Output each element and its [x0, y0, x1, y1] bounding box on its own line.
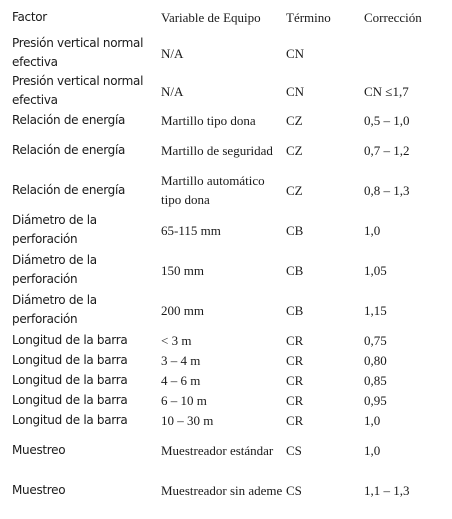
- cell-factor: Longitud de la barra: [12, 412, 128, 427]
- cell-correction: 0,85: [364, 372, 387, 388]
- cell-variable: < 3 m: [161, 332, 192, 348]
- cell-term: CR: [286, 392, 304, 408]
- cell-correction: 0,80: [364, 352, 387, 368]
- cell-factor: Diámetro de la perforación: [12, 293, 97, 326]
- cell-variable: 4 – 6 m: [161, 372, 201, 388]
- cell-term: CZ: [286, 182, 303, 198]
- cell-term: CR: [286, 412, 304, 428]
- cell-correction: 0,95: [364, 392, 387, 408]
- cell-correction: 1,15: [364, 302, 387, 318]
- cell-correction: 1,0: [364, 412, 381, 428]
- header-factor: Factor: [12, 9, 47, 24]
- cell-variable: 10 – 30 m: [161, 412, 214, 428]
- table-row: [0, 170, 452, 210]
- cell-factor: Relación de energía: [12, 142, 126, 157]
- cell-term: CR: [286, 332, 304, 348]
- cell-correction: 1,0: [364, 222, 381, 238]
- cell-factor: Longitud de la barra: [12, 392, 128, 407]
- table-row: [0, 350, 452, 370]
- table-row: [0, 210, 452, 250]
- cell-term: CN: [286, 45, 305, 61]
- cell-factor: Longitud de la barra: [12, 372, 128, 387]
- table-row: [0, 430, 452, 470]
- cell-correction: CN ≤1,7: [364, 83, 409, 99]
- cell-correction: 0,75: [364, 332, 387, 348]
- cell-term: CB: [286, 222, 304, 238]
- cell-term: CZ: [286, 142, 303, 158]
- cell-term: CS: [286, 442, 302, 458]
- cell-factor: Relación de energía: [12, 112, 126, 127]
- table-row: [0, 330, 452, 350]
- cell-factor: Longitud de la barra: [12, 332, 128, 347]
- cell-factor: Muestreo: [12, 442, 66, 457]
- cell-term: CB: [286, 262, 304, 278]
- table-row: [0, 72, 452, 110]
- cell-term: CZ: [286, 112, 303, 128]
- cell-term: CN: [286, 83, 305, 99]
- cell-variable: Martillo tipo dona: [161, 112, 256, 128]
- table-row: [0, 290, 452, 330]
- table-row: [0, 390, 452, 410]
- header-term: Término: [286, 9, 331, 25]
- table-row: [0, 250, 452, 290]
- cell-variable: N/A: [161, 45, 184, 61]
- cell-correction: 0,8 – 1,3: [364, 182, 410, 198]
- cell-factor: Relación de energía: [12, 182, 126, 197]
- cell-factor: Longitud de la barra: [12, 352, 128, 367]
- cell-factor: Presión vertical normal efectiva: [12, 74, 144, 107]
- cell-variable: 150 mm: [161, 262, 204, 278]
- cell-term: CR: [286, 372, 304, 388]
- table-row: [0, 410, 452, 430]
- table-row: [0, 110, 452, 130]
- header-row: [0, 0, 452, 34]
- cell-term: CR: [286, 352, 304, 368]
- cell-variable: 3 – 4 m: [161, 352, 201, 368]
- cell-correction: 1,1 – 1,3: [364, 482, 410, 498]
- table-row: [0, 370, 452, 390]
- cell-correction: 1,0: [364, 442, 381, 458]
- cell-variable: Martillo de seguridad: [161, 142, 273, 158]
- cell-term: CB: [286, 302, 304, 318]
- table-row: [0, 470, 452, 510]
- table-row: [0, 34, 452, 72]
- cell-variable: Martillo automático tipo dona: [161, 173, 265, 207]
- cell-correction: 0,7 – 1,2: [364, 142, 410, 158]
- table-row: [0, 130, 452, 170]
- header-variable: Variable de Equipo: [161, 9, 261, 25]
- cell-factor: Diámetro de la perforación: [12, 213, 97, 246]
- cell-variable: Muestreador sin ademe: [161, 482, 283, 498]
- cell-variable: N/A: [161, 83, 184, 99]
- cell-variable: 65-115 mm: [161, 222, 221, 238]
- cell-term: CS: [286, 482, 302, 498]
- cell-variable: Muestreador estándar: [161, 442, 274, 458]
- cell-correction: 0,5 – 1,0: [364, 112, 410, 128]
- cell-correction: [364, 34, 452, 72]
- cell-variable: 200 mm: [161, 302, 204, 318]
- cell-factor: Diámetro de la perforación: [12, 253, 97, 286]
- cell-factor: Presión vertical normal efectiva: [12, 36, 144, 69]
- cell-variable: 6 – 10 m: [161, 392, 207, 408]
- cell-factor: Muestreo: [12, 482, 66, 497]
- cell-correction: 1,05: [364, 262, 387, 278]
- header-correction: Corrección: [364, 9, 422, 25]
